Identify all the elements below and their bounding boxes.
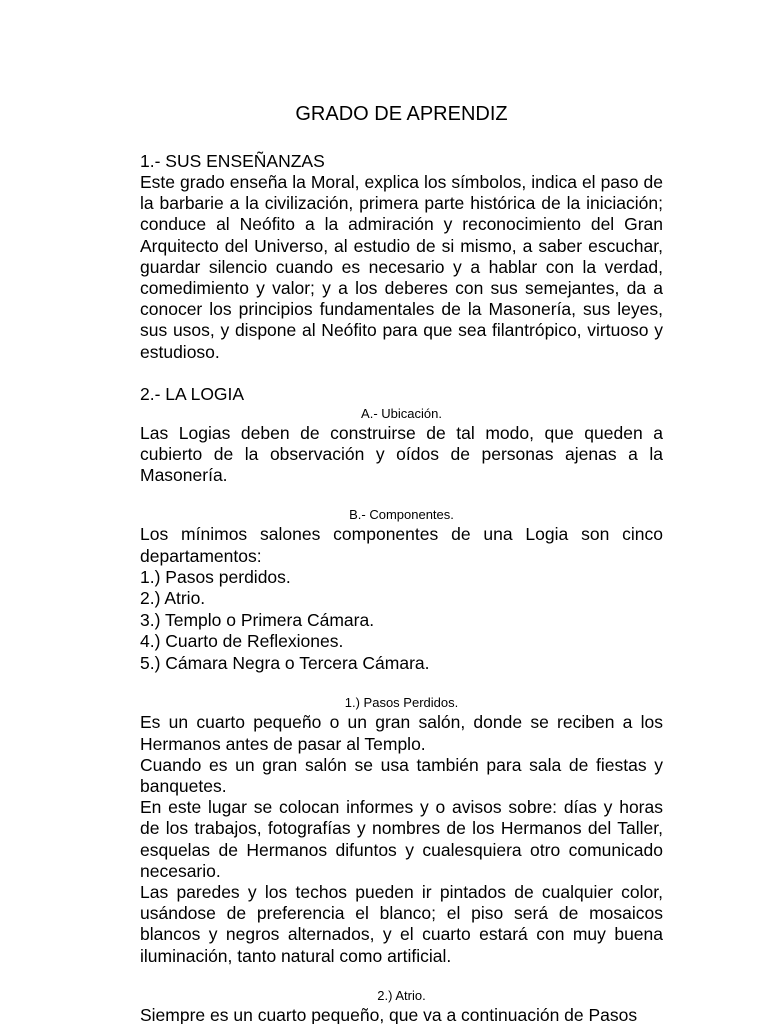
subsection-b-title: B.- Componentes.	[349, 507, 454, 523]
atrio-text: Siempre es un cuarto pequeño, que va a continuación de Pasos	[140, 1004, 638, 1024]
pasos-perdidos-paragraph: Las paredes y los techos pueden ir pintados de cualquier color, usándose de preferencia el blanco; el piso será de mosaicos blancos y negros alternados, y el cuarto estará con muy buena iluminación, tanto natural como artificial.	[140, 881, 663, 966]
list-item: 4.) Cuarto de Reflexiones.	[140, 631, 344, 652]
spacer	[140, 486, 663, 506]
section-1-heading: 1.- SUS ENSEÑANZAS	[140, 151, 325, 171]
pasos-perdidos-paragraph: Cuando es un gran salón se usa también para sala de fiestas y banquetes.	[140, 754, 663, 796]
section-2-heading: 2.- LA LOGIA	[140, 383, 245, 404]
document-content	[140, 100, 663, 1024]
components-list	[140, 567, 663, 675]
subsection-b-intro: Los mínimos salones componentes de una Logia son cinco departamentos:	[140, 524, 663, 566]
spacer	[140, 363, 663, 383]
list-item: 3.) Templo o Primera Cámara.	[140, 609, 375, 630]
list-item: 5.) Cámara Negra o Tercera Cámara.	[140, 652, 430, 673]
section-1-text: Este grado enseña la Moral, explica los símbolos, indica el paso de la barbarie a la civilización, primera parte histórica de la iniciación; conduce al Neófito a la admiración y reconocimiento del Gran Arquitecto del Universo, al estudio de si mismo, a saber escuchar, guardar silencio cuando es necesario y a hablar con la verdad, comedimiento y valor; y a los deberes con sus semejantes, da a conocer los principios fundamentales de la Masonería, sus leyes, sus usos, y dispone al Neófito para que sea filantrópico, virtuoso y estudioso.	[140, 172, 663, 362]
pasos-perdidos-paragraph: Es un cuarto pequeño o un gran salón, donde se reciben a los Hermanos antes de pasar al Templo.	[140, 712, 663, 754]
pasos-perdidos-title: 1.) Pasos Perdidos.	[344, 695, 459, 711]
spacer	[140, 967, 663, 987]
document-title: GRADO DE APRENDIZ	[295, 103, 508, 125]
list-item: 1.) Pasos perdidos.	[140, 566, 291, 587]
spacer	[140, 674, 663, 694]
atrio-title: 2.) Atrio.	[377, 987, 426, 1003]
subsection-a-text: Las Logias deben de construirse de tal modo, que queden a cubierto de la observación y oídos de personas ajenas a la Masonería.	[140, 422, 663, 486]
subsection-a-title: A.- Ubicación.	[361, 405, 442, 421]
list-item: 2.) Atrio.	[140, 588, 206, 609]
pasos-perdidos-paragraph: En este lugar se colocan informes y o avisos sobre: días y horas de los trabajos, fotografías y nombres de los Hermanos del Taller, esquelas de Hermanos difuntos y cualesquiera otro comunicado necesario.	[140, 797, 663, 881]
